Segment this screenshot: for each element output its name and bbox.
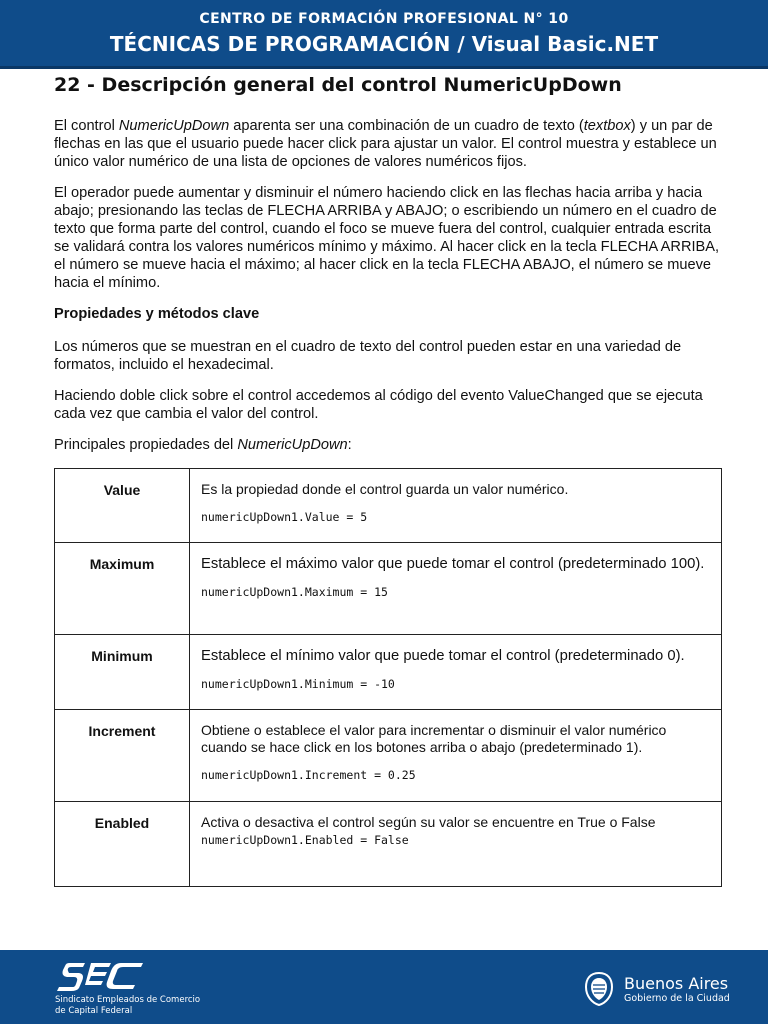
property-cell [190,802,722,887]
property-description: Obtiene o establece el valor para incrementar o disminuir el valor numérico cuando se hace click en los botones arriba o abajo (predeterminado 1). [201,722,667,755]
operator-paragraph: El operador puede aumentar y disminuir el número haciendo click en las flechas hacia arriba y hacia abajo; presionando las teclas de FLECHA ARRIBA y ABAJO; o escribiendo un número en el cuadro de texto que forma parte del control, cuando el foco se mueve fuera del control, cualquier entrada escrita se validará contra los valores numéricos mínimo y máximo. Al hacer click en la tecla FLECHA ARRIBA, el número se mueve hacia el máximo; al hacer click en la tecla FLECHA ABAJO, el número se mueve hacia el mínimo. [54,185,720,291]
property-name: Maximum [55,543,190,635]
buenos-aires-text [624,975,730,1004]
formats-paragraph: Los números que se muestran en el cuadro de texto del control pueden estar en una variedad de formatos, incluido el hexadecimal. [54,339,682,373]
sec-caption [55,995,200,1017]
property-name: Value [55,469,190,543]
table-row [55,710,722,802]
property-description: Es la propiedad donde el control guarda un valor numérico. [201,481,569,497]
table-row [55,635,722,710]
intro-paragraph [54,117,722,171]
property-cell [190,543,722,635]
section-heading: Propiedades y métodos clave [54,306,260,322]
text-run: : [347,437,352,453]
text-run-italic: NumericUpDown [237,437,348,453]
property-name: Enabled [55,802,190,887]
document-body [54,74,722,887]
event-paragraph: Haciendo doble click sobre el control accedemos al código del evento ValueChanged que se ejecuta cada vez que cambia el valor del control. [54,388,703,422]
text-run: Principales propiedades del [54,437,238,453]
table-row [55,469,722,543]
property-cell [190,469,722,543]
properties-intro [54,436,722,454]
page-header [0,0,768,69]
table-row [55,802,722,887]
sec-caption-line: de Capital Federal [55,1006,133,1016]
property-name: Increment [55,710,190,802]
page-footer [0,950,768,1024]
property-cell [190,635,722,710]
city-shield-icon [584,972,614,1006]
property-description: Establece el máximo valor que puede tomar el control (predeterminado 100). [201,556,705,572]
ba-title: Buenos Aires [624,973,729,993]
property-code: numericUpDown1.Increment = 0.25 [201,768,416,782]
sec-logo-icon [55,960,147,992]
property-code: numericUpDown1.Enabled = False [201,833,409,847]
text-run-italic: NumericUpDown [118,118,230,134]
properties-table [54,468,722,887]
buenos-aires-brand [584,972,730,1006]
sec-caption-line: Sindicato Empleados de Comercio [55,995,201,1005]
header-institution: CENTRO DE FORMACIÓN PROFESIONAL N° 10 [199,11,569,27]
property-name: Minimum [55,635,190,710]
ba-subtitle: Gobierno de la Ciudad [624,992,730,1004]
page-title: 22 - Descripción general del control NumericUpDown [54,74,622,96]
property-code: numericUpDown1.Maximum = 15 [201,585,388,599]
property-code: numericUpDown1.Minimum = -10 [201,677,395,691]
text-run-italic: textbox [583,118,631,134]
text-run: ) y un par de flechas en las que el usuario puede hacer click para ajustar un valor. El control muestra y establece un único valor numérico de una lista de opciones de valores numéricos fijos. [54,118,717,170]
text-run: aparenta ser una combinación de un cuadro de texto ( [229,118,584,134]
property-description: Activa o desactiva el control según su valor se encuentre en True o False [201,814,656,830]
property-cell [190,710,722,802]
table-row [55,543,722,635]
property-code: numericUpDown1.Value = 5 [201,510,368,524]
text-run: El control [54,118,119,134]
header-course: TÉCNICAS DE PROGRAMACIÓN / Visual Basic.NET [109,32,659,56]
property-description: Establece el mínimo valor que puede tomar el control (predeterminado 0). [201,648,685,664]
